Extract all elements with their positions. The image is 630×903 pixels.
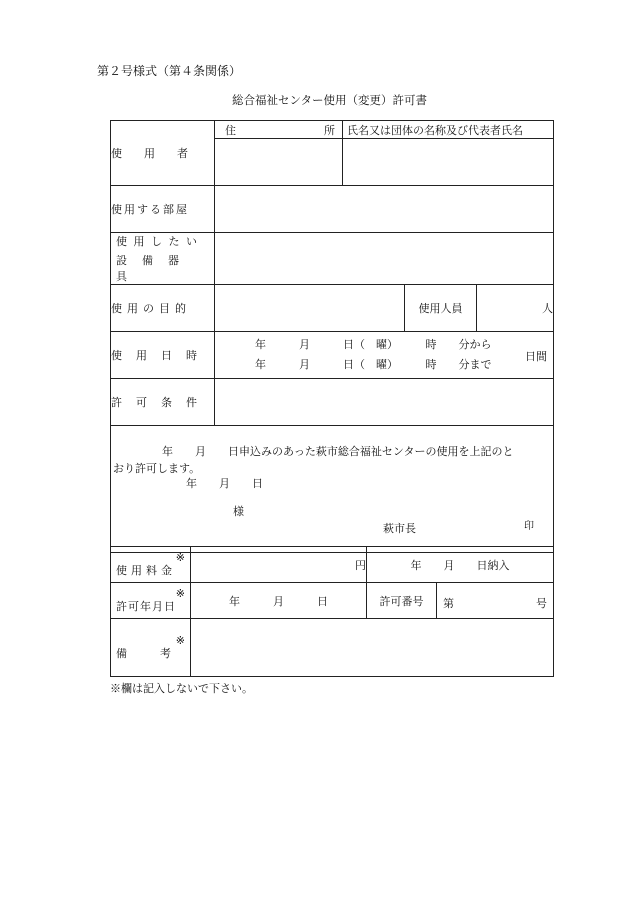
headcount-field[interactable] <box>477 285 554 332</box>
addressee-suffix: 様 <box>233 505 244 518</box>
fee-field[interactable] <box>191 547 367 583</box>
room-label: 使用する部屋 <box>111 203 189 216</box>
headcount-unit: 人 <box>542 302 554 315</box>
dates-field[interactable] <box>215 332 554 379</box>
permit-number-prefix: 第 <box>443 597 454 610</box>
purpose-label-cell <box>111 285 215 332</box>
payment-date: 年 月 日納入 <box>410 558 510 572</box>
equipment-field[interactable] <box>215 233 554 285</box>
conditions-label-cell <box>111 379 215 426</box>
conditions-field[interactable] <box>215 379 554 426</box>
permit-date-label-cell <box>111 583 191 619</box>
name-field[interactable] <box>343 139 554 186</box>
official-use-table <box>110 546 554 677</box>
remarks-label: 備 考 <box>116 647 171 660</box>
dates-label-cell <box>111 332 215 379</box>
user-label: 使 用 者 <box>111 147 188 160</box>
permit-number-label-cell <box>367 583 437 619</box>
address-field[interactable] <box>215 139 343 186</box>
footer-note: ※欄は記入しないで下さい。 <box>110 682 253 695</box>
purpose-field[interactable] <box>215 285 405 332</box>
headcount-label-cell <box>405 285 477 332</box>
permission-text-line-1: 年 月 日申込みのあった萩市総合福祉センターの使用を上記のと <box>151 445 514 458</box>
issuer-name: 萩市長 <box>383 522 416 535</box>
fee-label: 使用料金 <box>116 564 176 577</box>
address-label: 住 所 <box>225 123 335 137</box>
payment-date-field[interactable] <box>367 547 554 583</box>
date-from-row: 年 月 日（ 曜） 時 分から <box>255 338 492 351</box>
permit-number-suffix: 号 <box>536 597 547 610</box>
remarks-field[interactable] <box>191 619 554 677</box>
permit-date-mark: ※ <box>175 587 185 600</box>
date-to-row: 年 月 日（ 曜） 時 分まで <box>255 358 492 371</box>
fee-mark: ※ <box>175 551 185 564</box>
equipment-label-line-1 <box>111 233 214 249</box>
equipment-label-cell <box>111 233 215 285</box>
remarks-label-cell <box>111 619 191 677</box>
permit-number-label: 許可番号 <box>379 594 424 608</box>
remarks-mark: ※ <box>175 634 185 647</box>
user-label-cell <box>111 121 215 186</box>
room-label-cell <box>111 186 215 233</box>
permit-date-field[interactable] <box>191 583 367 619</box>
fee-unit: 円 <box>355 558 366 572</box>
equipment-label-2: 設備器具 <box>116 254 194 283</box>
address-header-cell <box>215 121 343 139</box>
permit-date-label: 許可年月日 <box>116 600 176 613</box>
fee-label-cell <box>111 547 191 583</box>
conditions-label: 許可条件 <box>111 396 211 409</box>
seal-mark: 印 <box>524 521 534 532</box>
document-title: 総合福祉センター使用（変更）許可書 <box>232 93 428 107</box>
form-number: 第２号様式（第４条関係） <box>97 64 242 78</box>
purpose-label: 使用の目的 <box>111 302 191 315</box>
headcount-label: 使用人員 <box>418 302 463 315</box>
room-field[interactable] <box>215 186 554 233</box>
permission-text-line-2: おり許可します。 <box>113 462 201 475</box>
permission-block <box>111 426 554 553</box>
permit-number-field[interactable] <box>437 583 554 619</box>
name-header-cell <box>343 121 554 139</box>
permit-date-value: 年 月 日 <box>229 594 328 608</box>
equipment-label-1: 使用したい <box>116 235 204 248</box>
application-table <box>110 120 554 553</box>
permission-date: 年 月 日 <box>186 477 263 490</box>
name-label: 氏名又は団体の名称及び代表者氏名 <box>347 123 523 137</box>
dates-label: 使用日時 <box>111 349 211 362</box>
days-unit: 日間 <box>525 350 548 363</box>
equipment-label-line-2 <box>111 252 214 284</box>
